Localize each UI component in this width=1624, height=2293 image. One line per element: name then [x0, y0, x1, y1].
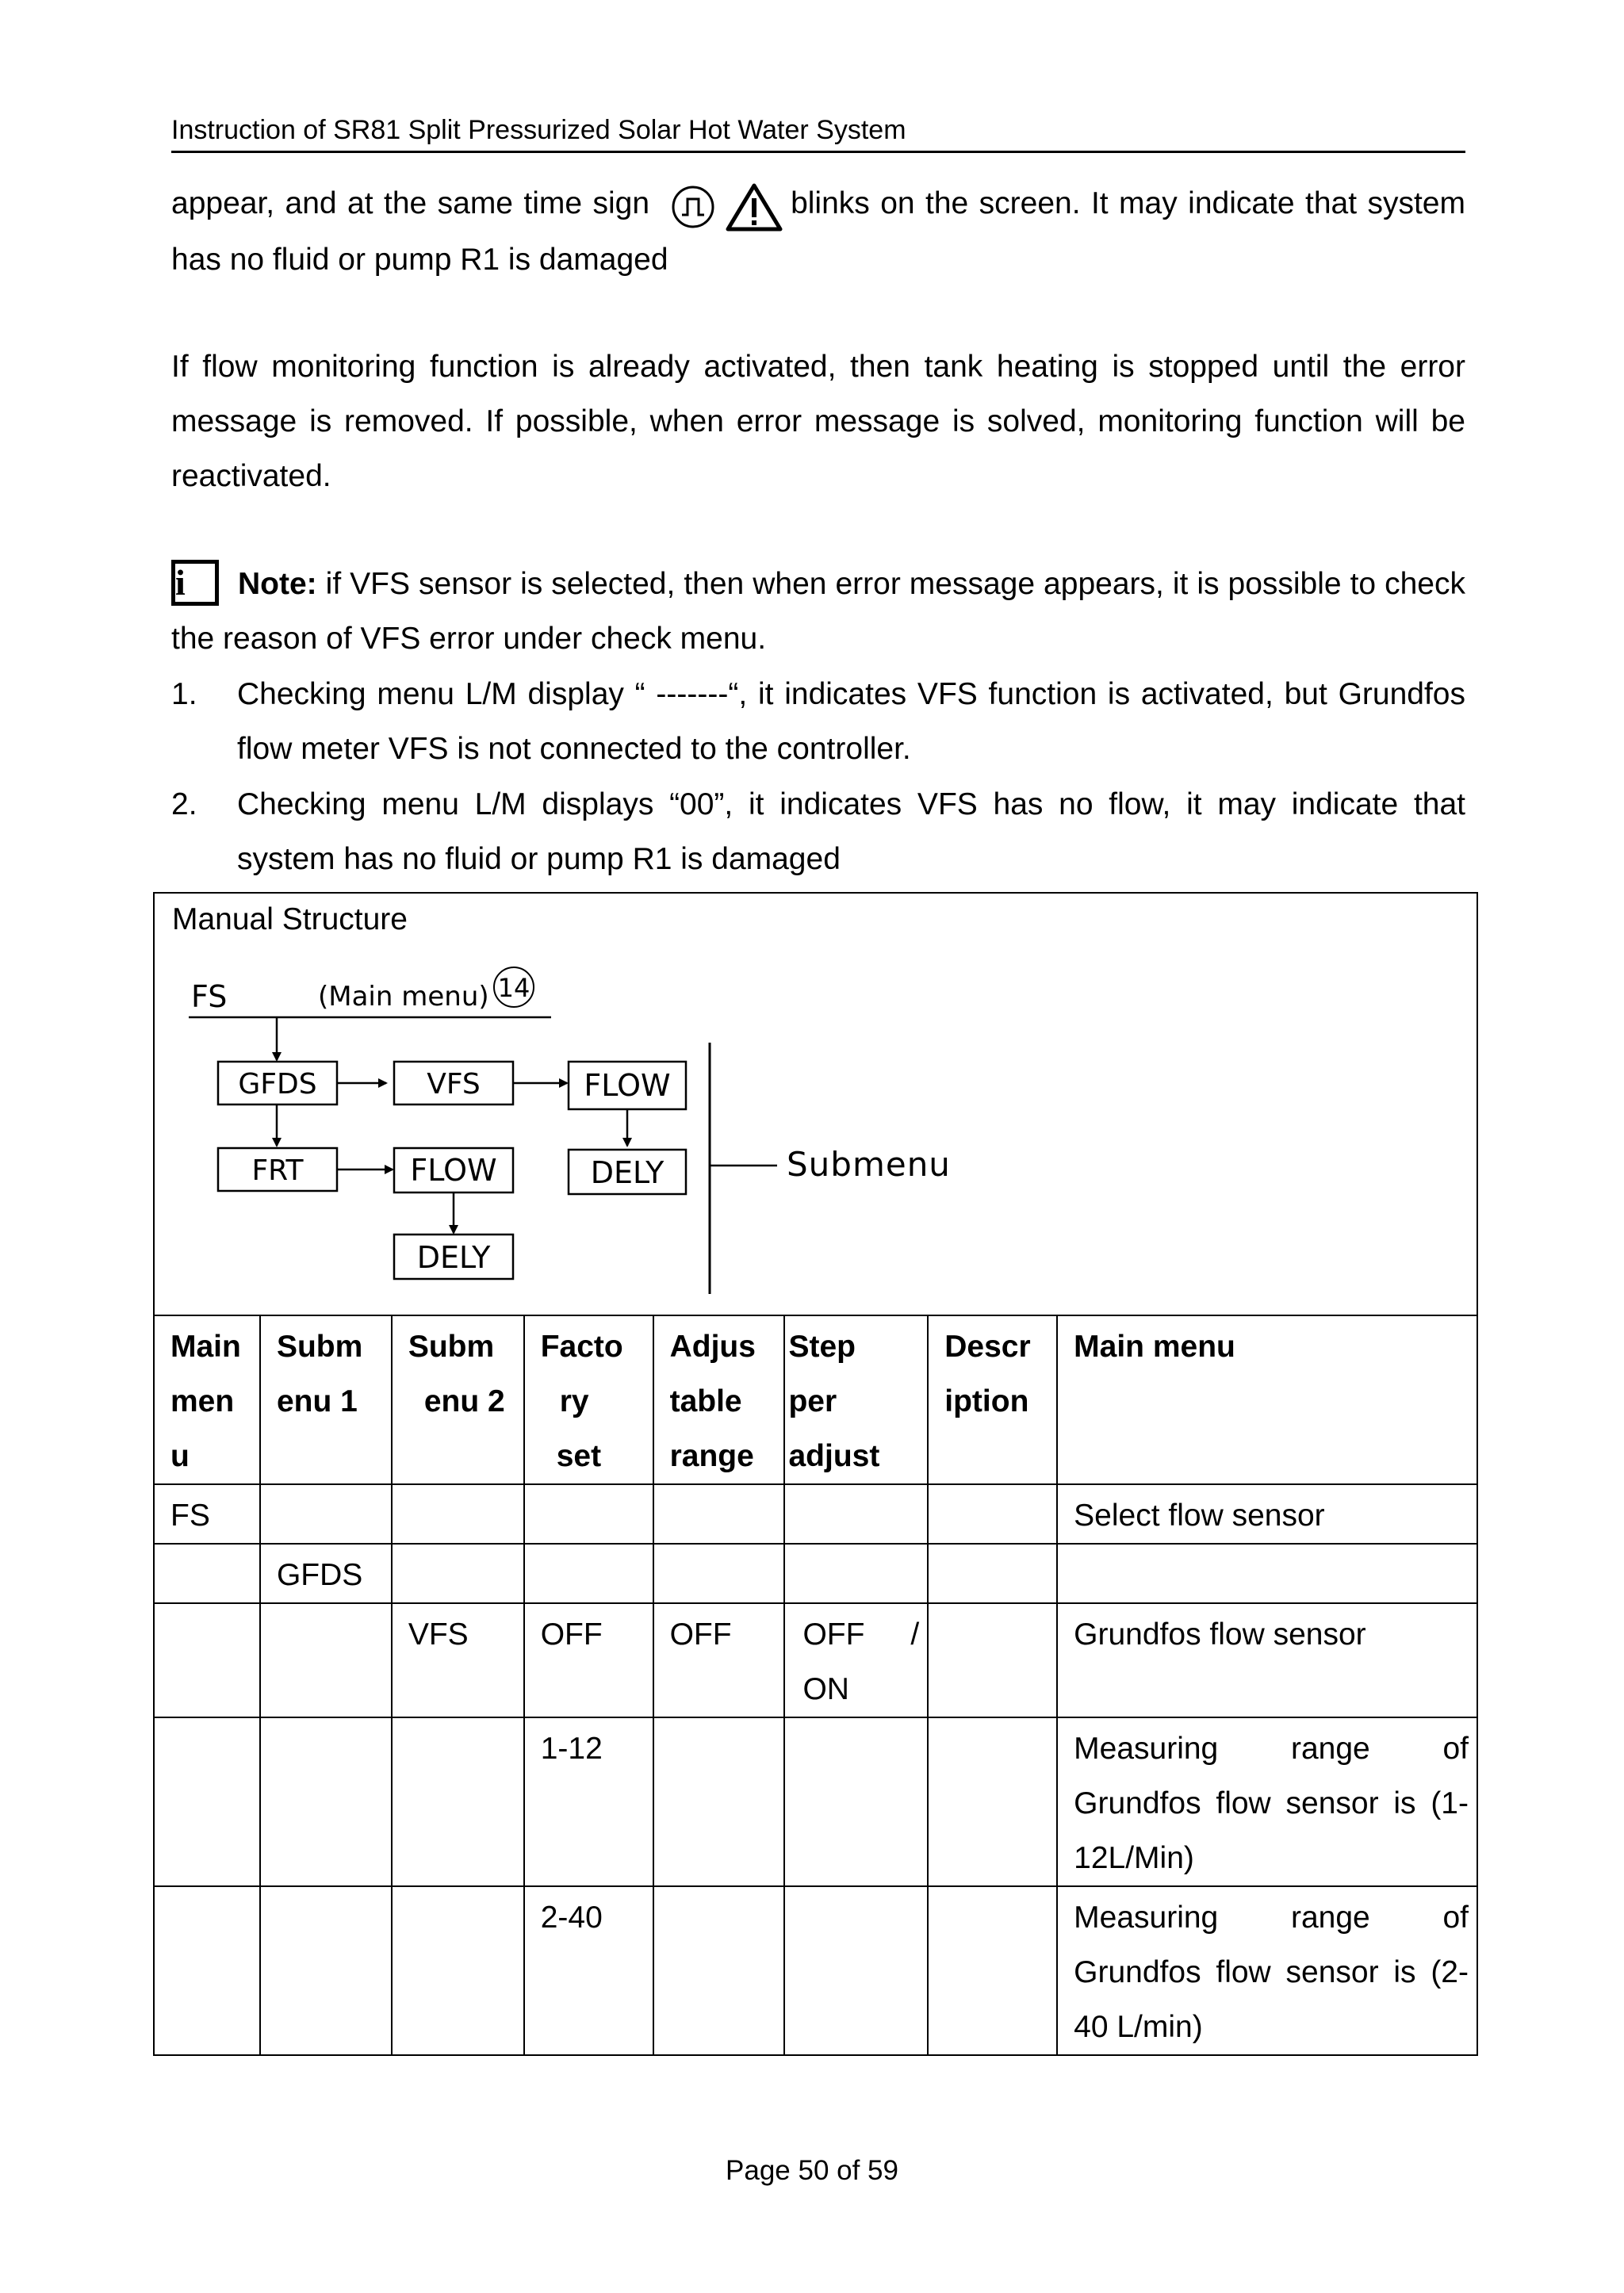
diagram-badge: 14	[497, 973, 530, 1003]
manual-structure-box	[153, 892, 1478, 1315]
table-cell: OFF	[653, 1603, 785, 1717]
page-header: Instruction of SR81 Split Pressurized Solar Hot Water System	[171, 113, 1465, 153]
table-cell	[260, 1484, 392, 1544]
table-cell: Measuring range of Grundfos flow sensor is (2-40 L/min)	[1057, 1886, 1477, 2055]
table-cell	[653, 1717, 785, 1886]
diagram-main-menu-label: (Main menu)	[318, 981, 489, 1013]
diagram-label-vfs: VFS	[427, 1068, 481, 1101]
table-cell	[392, 1544, 524, 1603]
table-cell	[653, 1886, 785, 2055]
table-cell: GFDS	[260, 1544, 392, 1603]
info-icon: i	[171, 560, 219, 606]
table-cell	[260, 1717, 392, 1886]
table-cell: VFS	[392, 1603, 524, 1717]
table-cell	[784, 1717, 928, 1886]
diagram-label-dely-2: DELY	[416, 1240, 491, 1275]
table-cell	[928, 1886, 1057, 2055]
menu-structure-diagram	[155, 894, 1480, 1316]
diagram-label-frt: FRT	[251, 1154, 304, 1187]
header-step-per-adjust: Step per adjust	[784, 1315, 928, 1484]
table-cell: Measuring range of Grundfos flow sensor is (1-12L/Min)	[1057, 1717, 1477, 1886]
intro-paragraph	[171, 176, 1465, 287]
table-cell	[260, 1603, 392, 1717]
table-cell: OFF / ON	[784, 1603, 928, 1717]
flow-monitoring-paragraph: If flow monitoring function is already activated, then tank heating is stopped until the error message is removed. If possible, when error message is solved, monitoring function will be reactivated.	[171, 350, 1465, 493]
table-cell	[392, 1886, 524, 2055]
table-row	[154, 1544, 1477, 1603]
diagram-label-gfds: GFDS	[238, 1068, 317, 1101]
table-header-row	[154, 1315, 1477, 1484]
table-cell	[392, 1484, 524, 1544]
table-row	[154, 1484, 1477, 1544]
table-cell	[928, 1544, 1057, 1603]
intro-text-after: blinks on the screen. It may indicate that system has no fluid or pump R1 is damaged	[171, 186, 1465, 278]
table-cell	[154, 1603, 260, 1717]
table-row	[154, 1886, 1477, 2055]
pump-icon	[670, 184, 716, 230]
table-cell	[653, 1544, 785, 1603]
menu-table	[153, 1315, 1478, 2056]
list-number: 2.	[171, 787, 197, 821]
sign-icons	[670, 178, 783, 232]
table-row	[154, 1603, 1477, 1717]
header-main-menu-desc: Main menu	[1057, 1315, 1477, 1484]
diagram-root-label: FS	[191, 979, 228, 1014]
intro-text-before: appear, and at the same time sign	[171, 186, 650, 220]
note-text: if VFS sensor is selected, then when error message appears, it is possible to check the reason of VFS error under check menu.	[171, 567, 1465, 656]
header-submenu-1: Subm enu 1	[260, 1315, 392, 1484]
diagram-label-flow-2: FLOW	[410, 1153, 497, 1188]
table-cell	[154, 1886, 260, 2055]
table-cell	[392, 1717, 524, 1886]
header-main-menu: Main men u	[154, 1315, 260, 1484]
list-item	[171, 667, 1465, 776]
page-number: Page 50 of 59	[726, 2155, 898, 2186]
table-cell: FS	[154, 1484, 260, 1544]
table-cell	[524, 1544, 653, 1603]
header-factory-set: Facto ry set	[524, 1315, 653, 1484]
note-paragraph	[171, 557, 1465, 666]
table-cell	[928, 1484, 1057, 1544]
table-cell	[928, 1717, 1057, 1886]
table-cell	[928, 1603, 1057, 1717]
list-text: Checking menu L/M displays “00”, it indicates VFS has no flow, it may indicate that system has no fluid or pump R1 is damaged	[237, 787, 1465, 876]
table-cell	[154, 1717, 260, 1886]
diagram-submenu-label: Submenu	[787, 1145, 951, 1184]
header-description: Descr iption	[928, 1315, 1057, 1484]
list-text: Checking menu L/M display “ -------“, it indicates VFS function is activated, but Grundfos flow meter VFS is not connected to the controller.	[237, 677, 1465, 766]
manual-structure-title: Manual Structure	[172, 902, 408, 936]
table-cell	[784, 1886, 928, 2055]
table-cell	[653, 1484, 785, 1544]
table-cell: 2-40	[524, 1886, 653, 2055]
table-cell	[154, 1544, 260, 1603]
diagram-label-flow-1: FLOW	[584, 1068, 671, 1103]
diagram-label-dely-1: DELY	[590, 1155, 665, 1190]
list-item	[171, 777, 1465, 886]
table-cell: 1-12	[524, 1717, 653, 1886]
warning-icon	[726, 182, 783, 232]
table-cell	[1057, 1544, 1477, 1603]
table-cell	[784, 1484, 928, 1544]
table-row	[154, 1717, 1477, 1886]
header-adjustable-range: Adjus table range	[653, 1315, 785, 1484]
note-label: Note:	[238, 567, 317, 601]
table-cell	[260, 1886, 392, 2055]
header-submenu-2: Subm enu 2	[392, 1315, 524, 1484]
table-cell: Select flow sensor	[1057, 1484, 1477, 1544]
table-cell: OFF	[524, 1603, 653, 1717]
table-cell	[784, 1544, 928, 1603]
table-cell: Grundfos flow sensor	[1057, 1603, 1477, 1717]
table-cell	[524, 1484, 653, 1544]
list-number: 1.	[171, 677, 197, 711]
